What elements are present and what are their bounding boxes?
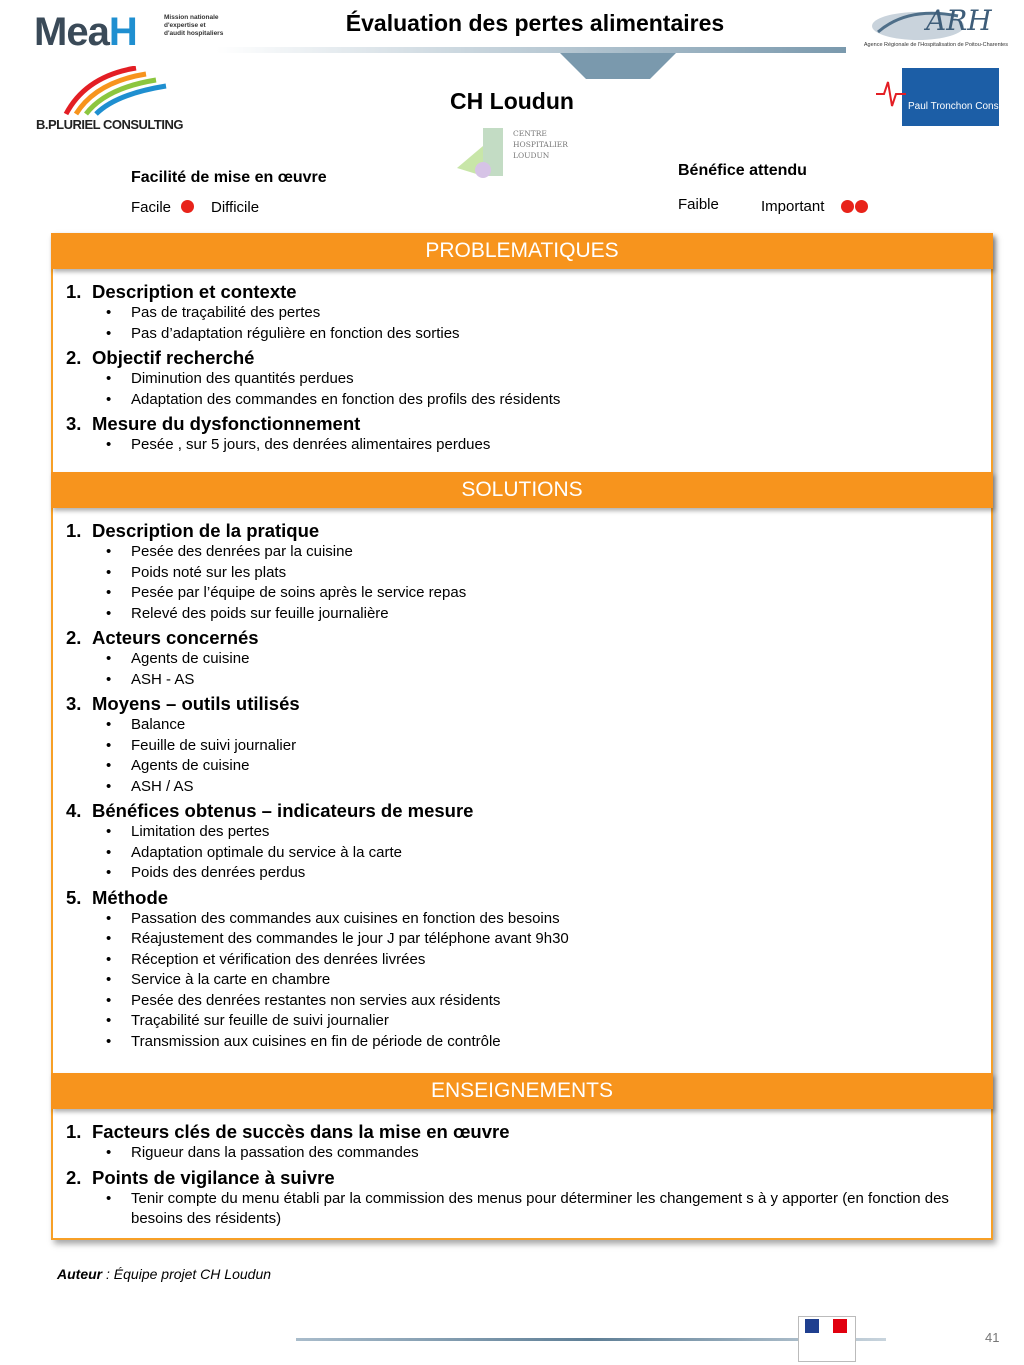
- section-item-heading: [66, 520, 981, 542]
- benefit-rating-dots: [841, 200, 868, 218]
- ptc-pulse-icon: [876, 68, 999, 126]
- republique-francaise-logo: [798, 1316, 856, 1362]
- item-heading-text: Méthode: [92, 886, 169, 908]
- benefit-legend-low: Faible: [678, 196, 719, 213]
- item-heading-text: Acteurs concernés: [92, 627, 259, 648]
- bullet-item: • Diminution des quantités perdues: [106, 369, 981, 390]
- item-number: 1.: [66, 281, 82, 302]
- section-item-heading: [66, 1167, 981, 1189]
- ch-logo-line: CENTRE: [513, 129, 547, 138]
- item-heading-text: Objectif recherché: [92, 347, 255, 368]
- bpluriel-swoosh-icon: [36, 66, 206, 116]
- bullet-item: • Réajustement des commandes le jour J par téléphone avant 9h30: [106, 929, 981, 950]
- rating-dot-icon: [181, 200, 194, 213]
- section-item-heading: [66, 347, 981, 369]
- item-heading-text: Moyens – outils utilisés: [92, 693, 300, 714]
- bullet-item: • Service à la carte en chambre: [106, 970, 981, 991]
- french-flag-icon: [799, 1317, 855, 1337]
- item-number: 1.: [66, 520, 82, 541]
- ease-legend-high: Difficile: [211, 199, 260, 216]
- section-header-solutions: SOLUTIONS: [51, 472, 993, 508]
- section-problematiques: [66, 278, 981, 456]
- meah-logo-word-h: H: [108, 10, 137, 54]
- item-heading-text: Mesure du dysfonctionnement: [92, 413, 361, 434]
- arh-logo-mark: [848, 2, 1008, 42]
- bullet-item: • Adaptation optimale du service à la carte: [106, 843, 981, 864]
- ease-rating-dots: [181, 200, 194, 218]
- bullet-list: [66, 1189, 981, 1230]
- bullet-item: • Feuille de suivi journalier: [106, 736, 981, 757]
- bpluriel-consulting-logo: [36, 66, 206, 136]
- item-heading-text: Points de vigilance à suivre: [92, 1166, 335, 1188]
- page-number: 41: [985, 1330, 1000, 1345]
- bullet-item: • Pesée par l’équipe de soins après le service repas: [106, 583, 981, 604]
- bullet-item: • Relevé des poids sur feuille journalière: [106, 604, 981, 625]
- rating-dot-icon: [841, 200, 854, 213]
- bullet-item: • Poids noté sur les plats: [106, 563, 981, 584]
- meah-logo-tagline: Mission nationale d'expertise et d'audit hospitaliers: [164, 14, 224, 37]
- title-underline-bar: [216, 47, 846, 53]
- bullet-item: • ASH / AS: [106, 777, 981, 798]
- bullet-item: • Pesée , sur 5 jours, des denrées alimentaires perdues: [106, 435, 981, 456]
- author-credit: [57, 1266, 271, 1282]
- item-heading-text: Bénéfices obtenus – indicateurs de mesure: [92, 800, 474, 821]
- page-subtitle: CH Loudun: [450, 88, 574, 114]
- item-number: 3.: [66, 413, 82, 434]
- bullet-item: • Réception et vérification des denrées livrées: [106, 950, 981, 971]
- item-number: 2.: [66, 627, 82, 648]
- bullet-item: • Poids des denrées perdus: [106, 863, 981, 884]
- bullet-list: [66, 649, 981, 690]
- bullet-list: [66, 435, 981, 456]
- section-solutions: [66, 517, 981, 1052]
- bullet-list: [66, 715, 981, 797]
- paul-tronchon-conseil-logo: [876, 68, 1009, 126]
- bullet-item: • Agents de cuisine: [106, 756, 981, 777]
- item-number: 4.: [66, 800, 82, 821]
- ptc-logo-text: Paul Tronchon Conseil: [908, 101, 1009, 112]
- arh-logo-tagline: Agence Régionale de l'Hospitalisation de Poitou-Charentes: [863, 42, 1008, 48]
- ch-loudun-mark-icon: [455, 124, 513, 182]
- bullet-list: [66, 909, 981, 1053]
- bullet-list: [66, 1143, 981, 1164]
- section-item-heading: [66, 800, 981, 822]
- ch-loudun-logo: [455, 124, 568, 182]
- bullet-item: • Rigueur dans la passation des commandes: [106, 1143, 981, 1164]
- bullet-item: • Pesée des denrées par la cuisine: [106, 542, 981, 563]
- section-item-heading: [66, 413, 981, 435]
- item-number: 2.: [66, 347, 82, 368]
- author-value: : Équipe projet CH Loudun: [102, 1266, 272, 1282]
- section-header-enseignements: ENSEIGNEMENTS: [51, 1073, 993, 1109]
- item-heading-text: Description de la pratique: [92, 520, 320, 541]
- bullet-item: • Pesée des denrées restantes non servies aux résidents: [106, 991, 981, 1012]
- ch-logo-line: HOSPITALIER: [513, 140, 568, 149]
- ease-legend-low: Facile: [131, 199, 172, 216]
- bullet-list: [66, 542, 981, 624]
- bullet-list: [66, 303, 981, 344]
- section-enseignements: [66, 1118, 981, 1230]
- bullet-item: • Balance: [106, 715, 981, 736]
- bullet-item: • Passation des commandes aux cuisines en fonction des besoins: [106, 909, 981, 930]
- item-heading-text: Description et contexte: [92, 281, 297, 302]
- bullet-item: • Limitation des pertes: [106, 822, 981, 843]
- bpluriel-logo-text: B.PLURIEL CONSULTING: [36, 117, 183, 132]
- rating-dot-icon: [855, 200, 868, 213]
- bullet-item: • Adaptation des commandes en fonction des profils des résidents: [106, 390, 981, 411]
- page-title: Évaluation des pertes alimentaires: [345, 10, 725, 36]
- arh-logo: [848, 2, 1008, 54]
- meah-logo-word: Mea: [34, 10, 109, 54]
- item-number: 5.: [66, 886, 82, 908]
- section-item-heading: [66, 627, 981, 649]
- item-number: 2.: [66, 1166, 82, 1188]
- bullet-item: • Agents de cuisine: [106, 649, 981, 670]
- bullet-item: • Pas de traçabilité des pertes: [106, 303, 981, 324]
- bullet-item: • Tenir compte du menu établi par la commission des menus pour déterminer les changement s à y apporter (en fonction des besoins des résidents): [106, 1189, 981, 1230]
- arh-logo-word: ARH: [926, 4, 992, 37]
- item-number: 3.: [66, 693, 82, 714]
- bullet-list: [66, 369, 981, 410]
- section-item-heading: [66, 1121, 981, 1143]
- benefit-legend-high: Important: [761, 198, 825, 215]
- bullet-item: • Traçabilité sur feuille de suivi journalier: [106, 1011, 981, 1032]
- bullet-item: • ASH - AS: [106, 670, 981, 691]
- benefit-legend-title: Bénéfice attendu: [678, 162, 807, 179]
- ease-legend-title: Facilité de mise en œuvre: [131, 169, 327, 186]
- ch-logo-line: LOUDUN: [513, 151, 550, 160]
- section-item-heading: [66, 281, 981, 303]
- item-heading-text: Facteurs clés de succès dans la mise en œuvre: [92, 1121, 510, 1142]
- bullet-item: • Transmission aux cuisines en fin de période de contrôle: [106, 1032, 981, 1053]
- section-item-heading: [66, 693, 981, 715]
- title-wedge-decoration: [560, 53, 676, 79]
- author-label: Auteur: [57, 1266, 103, 1282]
- section-header-problematiques: PROBLEMATIQUES: [51, 233, 993, 269]
- item-number: 1.: [66, 1121, 82, 1142]
- bullet-list: [66, 822, 981, 884]
- meah-logo: [34, 10, 224, 54]
- bullet-item: • Pas d’adaptation régulière en fonction des sorties: [106, 324, 981, 345]
- section-item-heading: [66, 887, 981, 909]
